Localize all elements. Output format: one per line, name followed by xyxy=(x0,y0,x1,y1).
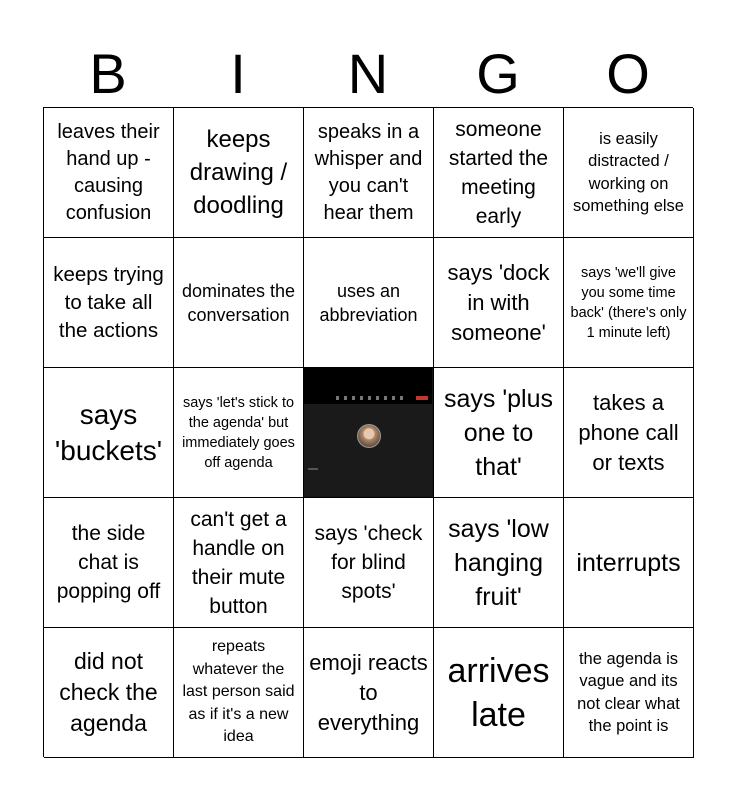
bingo-board xyxy=(43,107,693,757)
header-letter-i: I xyxy=(230,42,246,105)
bingo-cell[interactable] xyxy=(44,498,174,628)
bingo-cell[interactable] xyxy=(44,238,174,368)
bingo-cell[interactable] xyxy=(174,628,304,758)
cell-text: keeps drawing / doodling xyxy=(189,126,288,219)
video-call-screen xyxy=(304,404,432,496)
bingo-cell[interactable] xyxy=(174,498,304,628)
cell-text: dominates the conversation xyxy=(181,280,296,325)
cell-text: can't get a handle on their mute button xyxy=(190,507,287,618)
cell-text: speaks in a whisper and you can't hear them xyxy=(314,120,423,224)
toolbar-icons xyxy=(336,396,406,400)
header-letter-n: N xyxy=(347,42,389,105)
bingo-cell[interactable] xyxy=(304,498,434,628)
cell-text: emoji reacts to everything xyxy=(309,649,428,735)
cell-text: the side chat is popping off xyxy=(56,522,161,603)
bingo-cell[interactable] xyxy=(44,108,174,238)
bingo-cell[interactable] xyxy=(434,108,564,238)
cell-text: the agenda is vague and its not clear what the point is xyxy=(577,649,680,735)
status-indicator xyxy=(308,468,318,470)
cell-text: says 'dock in with someone' xyxy=(447,259,550,345)
bingo-cell[interactable] xyxy=(304,108,434,238)
cell-text: uses an abbreviation xyxy=(319,280,418,325)
bingo-cell[interactable] xyxy=(174,368,304,498)
cell-text: leaves their hand up - causing confusion xyxy=(57,120,160,224)
cell-text: says 'plus one to that' xyxy=(444,384,553,481)
bingo-cell[interactable] xyxy=(44,368,174,498)
bingo-cell[interactable] xyxy=(434,498,564,628)
bingo-cell[interactable] xyxy=(434,628,564,758)
header-letter-b: B xyxy=(89,42,127,105)
bingo-cell[interactable] xyxy=(434,368,564,498)
bingo-header xyxy=(43,40,693,108)
bingo-cell[interactable] xyxy=(304,238,434,368)
bingo-cell[interactable] xyxy=(304,628,434,758)
leave-button-icon xyxy=(416,396,428,400)
cell-text: keeps trying to take all the actions xyxy=(53,262,164,342)
header-letter-o: O xyxy=(606,42,650,105)
cell-text: says 'let's stick to the agenda' but immediately goes off agenda xyxy=(182,394,295,471)
bingo-cell[interactable] xyxy=(174,108,304,238)
cell-text: says 'buckets' xyxy=(54,398,163,466)
header-letter-g: G xyxy=(476,42,520,105)
bingo-cell[interactable] xyxy=(434,238,564,368)
bingo-cell[interactable] xyxy=(44,628,174,758)
cell-text: interrupts xyxy=(576,548,681,577)
bingo-cell[interactable] xyxy=(174,238,304,368)
bingo-cell[interactable] xyxy=(564,628,694,758)
cell-text: repeats whatever the last person said as if it's a new idea xyxy=(182,638,295,746)
cell-text: someone started the meeting early xyxy=(448,117,549,228)
avatar-icon xyxy=(357,424,381,448)
cell-text: says 'check for blind spots' xyxy=(314,522,423,603)
cell-text: did not check the agenda xyxy=(59,648,158,736)
free-space-image[interactable] xyxy=(304,368,434,498)
cell-text: is easily distracted / working on something else xyxy=(573,129,684,215)
bingo-cell[interactable] xyxy=(564,238,694,368)
cell-text: says 'we'll give you some time back' (there's only 1 minute left) xyxy=(570,264,687,341)
bingo-cell[interactable] xyxy=(564,368,694,498)
cell-text: takes a phone call or texts xyxy=(578,389,679,475)
cell-text: says 'low hanging fruit' xyxy=(448,514,549,611)
cell-text: arrives late xyxy=(447,651,550,734)
bingo-cell[interactable] xyxy=(564,498,694,628)
bingo-cell[interactable] xyxy=(564,108,694,238)
